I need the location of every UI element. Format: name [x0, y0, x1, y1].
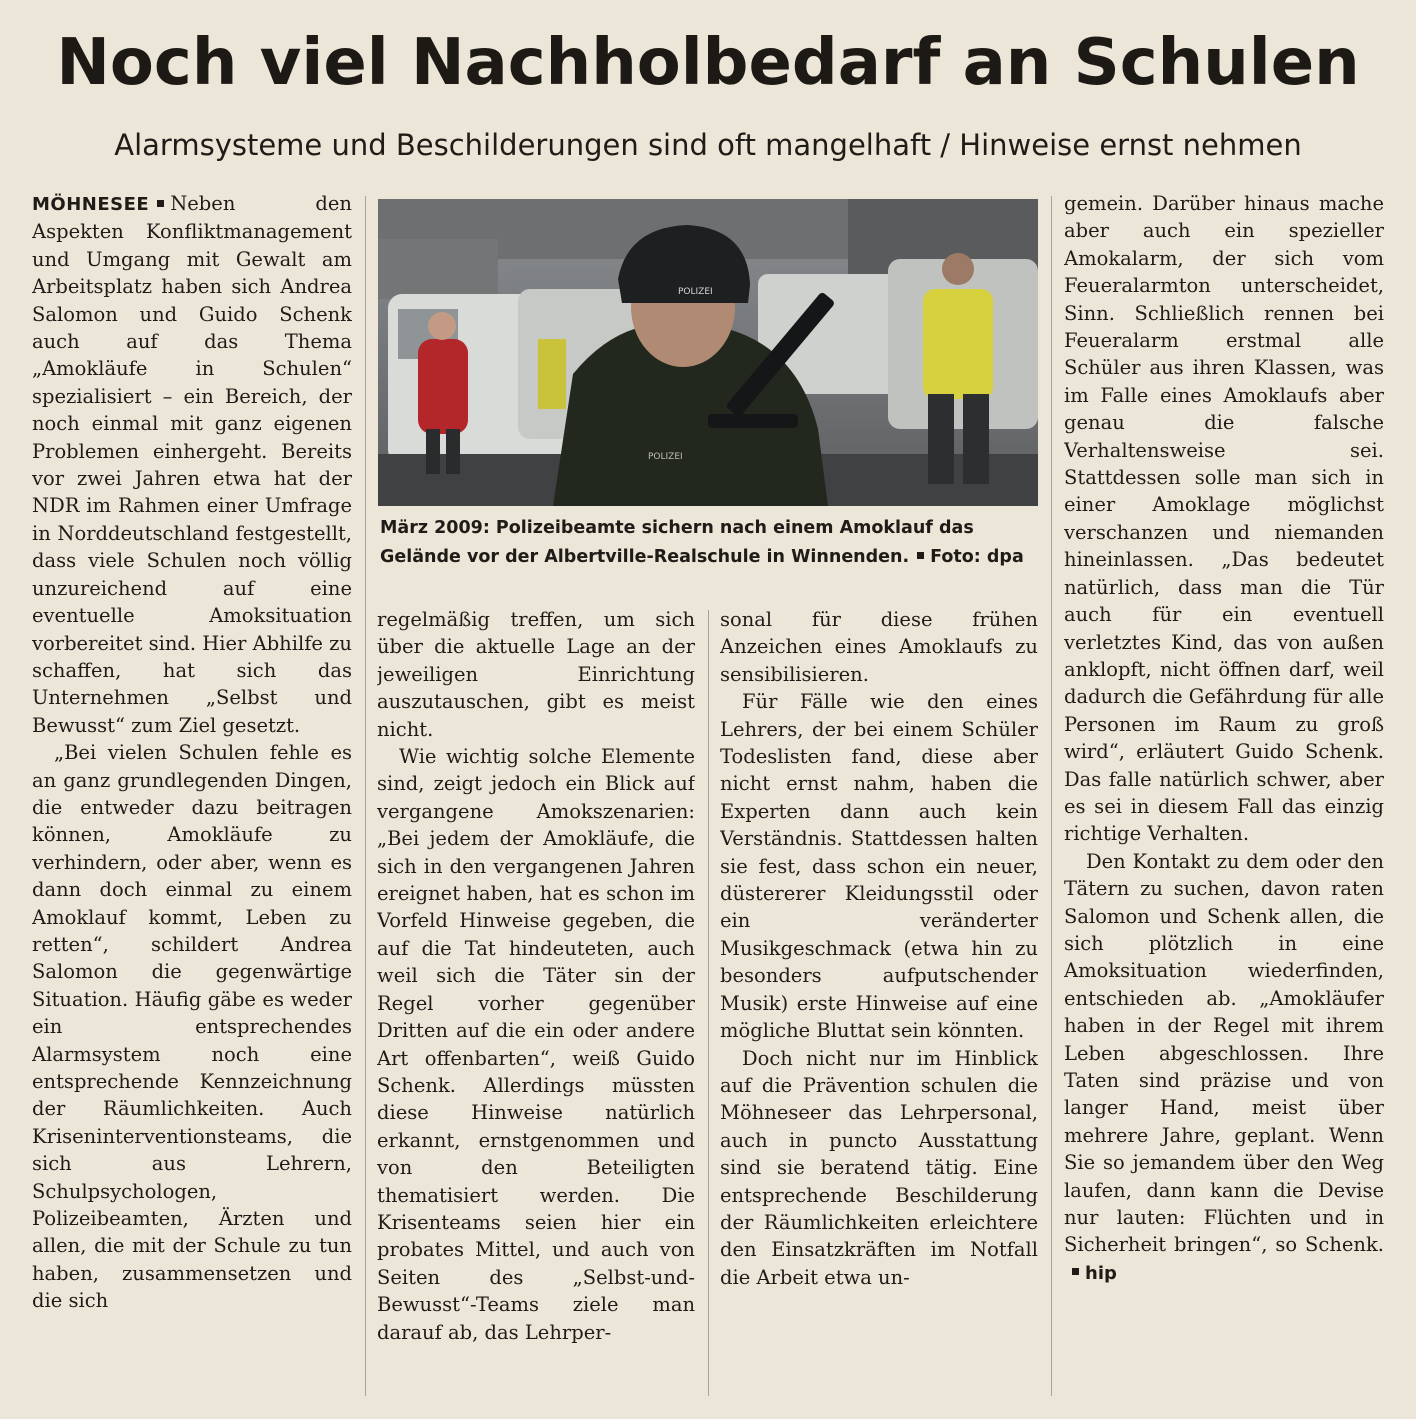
separator-square [1072, 1268, 1079, 1275]
body-column-4 [1064, 190, 1384, 1400]
separator-square [917, 552, 924, 559]
paragraph: regelmäßig treffen, um sich über die aktuelle Lage an der jeweiligen Einrichtung auszutauschen, gibt es meist nicht. [377, 608, 695, 741]
paragraph: gemein. Darüber hinaus mache aber auch ein spezieller Amokalarm, der sich vom Feueralarmton unterscheidet, Sinn. Schließlich rennen bei Feueralarm erstmal alle Schüler aus ihren Klassen, was im Falle eines Amoklaufs aber genau die falsche Verhaltensweise sei. Stattdessen solle man sich in einer Amoklage möglichst verschanzen und niemanden hineinlassen. „Das bedeutet natürlich, dass man die Tür auch für ein eventuell verletztes Kind, das von außen anklopft, nicht öffnen darf, weil dadurch die Gefährdung für alle Personen im Raum zu groß wird“, erläutert Guido Schenk. Das falle natürlich schwer, aber es sei in diesem Fall das einzig richtige Verhalten. [1064, 192, 1384, 846]
photo-credit: Foto: dpa [930, 547, 1024, 567]
column-rule [1051, 196, 1052, 1396]
caption-text: März 2009: Polizeibeamte sichern nach einem Amoklauf das Gelände vor der Albertville-Realschule in Winnenden. [380, 518, 974, 567]
body-column-2 [377, 606, 695, 1400]
cap-lettering: POLIZEI [678, 287, 713, 297]
vest-lettering: POLIZEI [648, 452, 683, 462]
police-officers-photo [378, 199, 1038, 506]
paragraph: Wie wichtig solche Elemente sind, zeigt jedoch ein Blick auf vergangene Amokszenarien: „Bei jedem der Amokläufe, die sich in den vergangenen Jahren ereignet haben, hat es schon im Vorfeld Hinweise gegeben, die auf die Tat hindeuteten, auch weil sich die Täter sin der Regel vorher gegenüber Dritten auf die ein oder andere Art offenbarten“, weiß Guido Schenk. Allerdings müssten diese Hinweise natürlich erkannt, ernstgenommen und von den Beteiligten thematisiert werden. Die Krisenteams seien hier ein probates Mittel, und auch von Seiten des „Selbst-und-Bewusst“-Teams ziele man darauf ab, das Lehrper- [377, 745, 695, 1344]
body-column-1 [32, 190, 352, 1400]
paragraph-text: Den Kontakt zu dem oder den Tätern zu suchen, davon raten Salomon und Schenk allen, die sich plötzlich in eine Amoksituation wiederfinden, entschieden ab. „Amokläufer haben in der Regel mit ihrem Leben abgeschlossen. Ihre Taten sind präzise und von langer Hand, meist über mehrere Jahre, geplant. Wenn Sie so jemandem über den Weg laufen, dann kann die Devise nur lauten: Flüchten und in Sicherheit bringen“, so Schenk. [1064, 849, 1384, 1257]
dateline: MÖHNESEE [32, 194, 150, 215]
column-rule [365, 196, 366, 1396]
headline: Noch viel Nachholbedarf an Schulen [56, 26, 1360, 100]
paragraph: „Bei vielen Schulen fehle es an ganz grundlegenden Dingen, die entweder dazu beitragen können, Amokläufe zu verhindern, oder aber, wenn es dann doch einmal zu einem Amoklauf kommt, Leben zu retten“, schildert Andrea Salomon die gegenwärtige Situation. Häufig gäbe es weder ein entsprechendes Alarmsystem noch eine entsprechende Kennzeichnung der Räumlichkeiten. Auch Kriseninterventionsteams, die sich aus Lehrern, Schulpsychologen, Polizeibeamten, Ärzten und allen, die mit der Schule zu tun haben, zusammensetzen und die sich [32, 741, 352, 1313]
paragraph: Doch nicht nur im Hinblick auf die Prävention schulen die Möhneseer das Lehrpersonal, auch in puncto Ausstattung sind sie beratend tätig. Eine entsprechende Beschilderung der Räumlichkeiten erleichtere den Einsatzkräften im Notfall die Arbeit etwa un- [720, 1046, 1038, 1289]
paragraph: Für Fälle wie den eines Lehrers, der bei einem Schüler Todeslisten fand, diese aber nicht ernst nahm, haben die Experten dann auch kein Verständnis. Stattdessen halten sie fest, dass schon ein neuer, düstererer Kleidungsstil oder ein veränderter Musikgeschmack (etwa hin zu besonders aufputschender Musik) erste Hinweise auf eine mögliche Bluttat sein könnten. [720, 690, 1038, 1043]
paragraph [32, 190, 352, 739]
paragraph [1064, 848, 1384, 1288]
separator-square [157, 200, 164, 207]
column-rule [708, 610, 709, 1396]
news-photo [378, 199, 1038, 506]
subheadline: Alarmsysteme und Beschilderungen sind oft mangelhaft / Hinweise ernst nehmen [114, 128, 1302, 162]
photo-caption [380, 514, 1040, 572]
author-initials: hip [1085, 1262, 1117, 1284]
body-column-3 [720, 606, 1038, 1400]
paragraph-text: Neben den Aspekten Konfliktmanagement und Umgang mit Gewalt am Arbeitsplatz haben sich Andrea Salomon und Guido Schenk auch auf das Thema „Amokläufe in Schulen“ spezialisiert – ein Bereich, der noch einmal mit ganz eigenen Problemen einhergeht. Bereits vor zwei Jahren etwa hat der NDR im Rahmen einer Umfrage in Norddeutschland festgestellt, dass viele Schulen noch völlig unzureichend auf eine eventuelle Amoksituation vorbereitet sind. Hier Abhilfe zu schaffen, hat sich das Unternehmen „Selbst und Bewusst“ zum Ziel gesetzt. [32, 192, 352, 737]
paragraph: sonal für diese frühen Anzeichen eines Amoklaufs zu sensibilisieren. [720, 608, 1038, 686]
